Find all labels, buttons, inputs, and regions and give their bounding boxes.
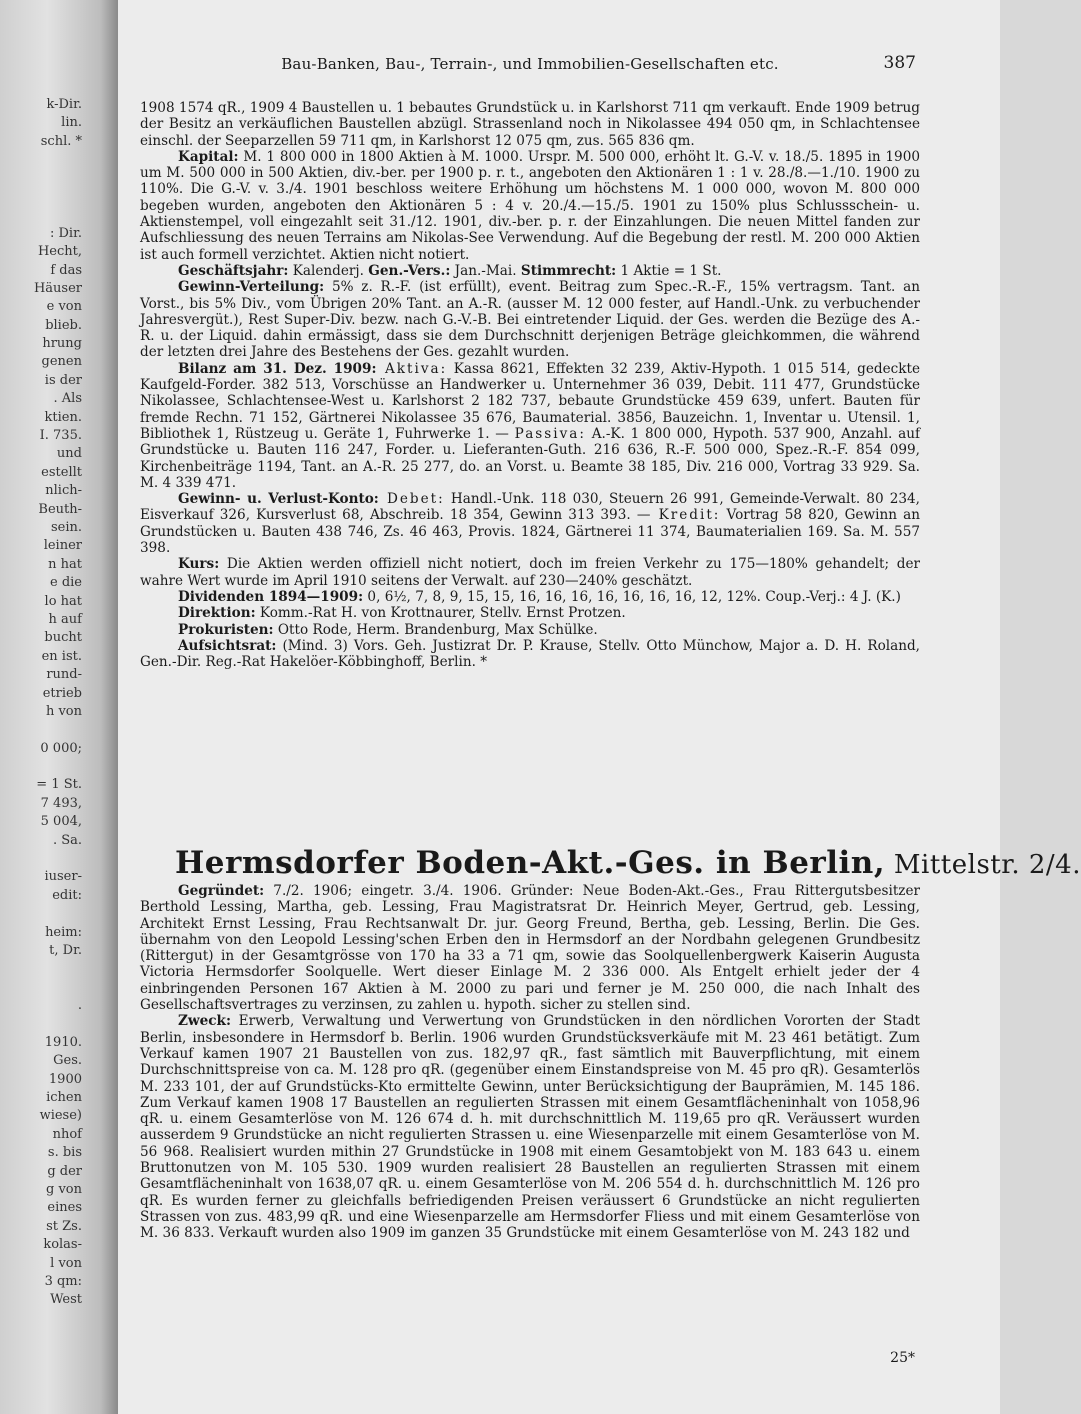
margin-fragment: kolas- — [43, 1237, 82, 1253]
supervisory-board-label: Aufsichtsrat: — [178, 637, 277, 654]
fiscal-year-paragraph — [140, 263, 920, 279]
margin-fragment: . — [77, 998, 82, 1014]
margin-fragment: nhof — [52, 1126, 82, 1142]
margin-fragment: edit: — [52, 887, 82, 903]
authorized-officers-label: Prokuristen: — [178, 621, 274, 638]
margin-fragment: is der — [44, 372, 82, 388]
margin-fragment — [0, 850, 82, 868]
profit-loss-label: Gewinn- u. Verlust-Konto: — [178, 491, 379, 508]
dividends-paragraph — [140, 589, 920, 605]
voting-right-label: Stimmrecht: — [520, 262, 617, 279]
margin-fragment: West — [50, 1292, 82, 1308]
signature-mark: 25* — [890, 1350, 915, 1366]
margin-fragment: e von — [46, 299, 82, 315]
previous-page-margin — [0, 0, 118, 1414]
margin-fragment: 1900 — [48, 1071, 82, 1087]
margin-fragment: lo hat — [44, 593, 82, 609]
margin-fragment: heim: — [45, 924, 82, 940]
dividends-label: Dividenden 1894—1909: — [178, 588, 364, 605]
margin-fragment: etrieb — [42, 685, 82, 701]
margin-fragment: sein. — [50, 519, 82, 535]
directors-text: Komm.-Rat H. von Krottnaurer, Stellv. Ernst Protzen. — [255, 605, 626, 622]
margin-fragment: n hat — [48, 556, 82, 572]
credit-text: Vortrag 58 820, Gewinn an Grundstücken u. Bauten 438 746, Zs. 46 463, Provis. 1824, Gärtnerei 11 374, Baumaterialien 169. Sa. M. 557 398. — [140, 507, 920, 557]
margin-fragment: 1910. — [44, 1034, 82, 1050]
margin-fragment: f das — [50, 262, 82, 278]
margin-fragment: . Als — [53, 391, 82, 407]
company-name: Hermsdorfer Boden-Akt.-Ges. in Berlin, — [175, 845, 886, 881]
authorized-officers-text: Otto Rode, Herm. Brandenburg, Max Schülke. — [273, 621, 598, 638]
margin-fragment — [0, 905, 82, 923]
capital-text: M. 1 800 000 in 1800 Aktien à M. 1000. Urspr. M. 500 000, erhöht lt. G.-V. v. 18./5. 1895 in 1900 um M. 500 000 in 500 Aktien, div.-ber. per 1900 p. r. t., angeboten den Aktionären 1 : 1 v. 28./8.—1./10. 1900 zu 110%. Die G.-V. v. 3./4. 1901 beschloss weitere Erhöhung um höchstens M. 1 000 000, wovon M. 800 000 begeben wurden, angeboten den Aktionären 5 : 4 v. 20./4.—15./5. 1901 zu 150% plus Schlussschein- u. Aktienstempel, voll eingezahlt seit 31./12. 1901, div.-ber. p. r. der Einzahlungen. Die neuen Mittel fanden zur Aufschliessung des neuen Terrains am Nikolas-See Verwendung. Auf die Begebung der restl. M. 200 000 Aktien ist auch formell verzichtet. Aktien nicht notiert. — [140, 148, 920, 263]
margin-fragment — [0, 758, 82, 776]
margin-fragment: lin. — [61, 115, 82, 131]
margin-fragment: : Dir. — [49, 225, 82, 241]
margin-fragment: hrung — [42, 336, 82, 352]
founded-paragraph — [140, 883, 920, 1013]
margin-fragment: k-Dir. — [46, 97, 82, 112]
margin-fragment: estellt — [41, 464, 82, 480]
margin-fragment: s. bis — [47, 1145, 82, 1161]
directors-label: Direktion: — [178, 605, 256, 622]
margin-fragment: eines — [47, 1200, 82, 1216]
margin-fragment: Beuth- — [38, 501, 82, 517]
founded-label: Gegründet: — [178, 883, 265, 899]
margin-fragment: t, Dr. — [49, 942, 82, 958]
liabilities-label: Passiva: — [514, 425, 586, 442]
margin-fragment: en ist. — [41, 648, 82, 664]
debit-text: Handl.-Unk. 118 030, Steuern 26 991, Gemeinde-Verwalt. 80 234, Eisverkauf 326, Kursverlust 68, Abschreib. 18 354, Gewinn 313 393. — — [140, 491, 921, 524]
margin-fragments — [0, 96, 82, 1310]
margin-fragment: Häuser — [33, 280, 82, 296]
purpose-label: Zweck: — [178, 1013, 231, 1030]
margin-fragment: 3 qm: — [44, 1274, 82, 1289]
margin-fragment: = 1 St. — [36, 777, 82, 793]
margin-fragment: 7 493, — [40, 795, 82, 811]
capital-label: Kapital: — [178, 148, 239, 165]
margin-fragment: st Zs. — [46, 1218, 82, 1234]
margin-fragment: 5 004, — [40, 814, 82, 830]
margin-fragment — [0, 960, 82, 978]
margin-fragment: g von — [46, 1182, 82, 1198]
purpose-text: Erwerb, Verwaltung und Verwertung von Grundstücken in den nördlichen Vororten der Stadt Berlin, insbesondere in Hermsdorf b. Berlin. 1906 wurden Grundstücksverkäufe mit M. 23 461 betätigt. Zum Verkauf kamen 1907 21 Baustellen von zus. 182,97 qR., fast sämtlich mit Bauverpflichtung, mit einem Durchschnittspreise von ca. M. 128 pro qR. (gegenüber einem Einstandspreise von M. 45 pro qR). Gesamterlös M. 233 101, der auf Grundstücks-Kto ermittelte Gewinn, unter Berücksichtigung der Bauprämien, M. 145 186. Zum Verkauf kamen 1908 17 Baustellen an regulierten Strassen mit einem Gesamtflächeninhalt von 1058,96 qR. u. einem Gesamterlöse von M. 126 674 d. h. mit durchschnittlich M. 119,65 pro qR. Veräussert wurden ausserdem 9 Grundstücke an nicht regulierten Strassen u. eine Wiesenparzelle mit einem Gesamterlöse von M. 56 968. Realisiert wurden mithin 27 Grundstücke in 1908 mit einem Gesamtobjekt von M. 183 643 u. einem Bruttonutzen von M. 105 530. 1909 wurden realisiert 28 Baustellen an regulierten Strassen mit einem Gesamtflächeninhalt von 1638,07 qR. u. einem Gesamterlöse von M. 206 554 d. h. durchschnittlich M. 126 pro qR. Es wurden ferner zu gleichfalls befriedigenden Preisen veräussert 6 Grundstücke an nicht regulierten Strassen von zus. 483,99 qR. und eine Wiesenparzelle am Hermsdorfer Fliess und mit einem Gesamterlöse von M. 36 833. Verkauft wurden also 1909 im ganzen 35 Grundstücke mit einem Gesamterlöse von M. 243 182 und — [140, 1013, 920, 1242]
dividends-text: 0, 6½, 7, 8, 9, 15, 15, 16, 16, 16, 16, 16, 16, 16, 12, 12%. Coup.-Verj.: 4 J. (K.) — [363, 588, 901, 605]
profit-distribution-text: 5% z. R.-F. (ist erfüllt), event. Beitrag zum Spec.-R.-F., 15% vertragsm. Tant. an Vorst., bis 5% Div., vom Übrigen 20% Tant. an A.-R. (ausser M. 12 000 fester, auf Handl.-Unk. zu verbuchender Jahresvergüt.), Rest Super-Div. bezw. nach G.-V.-B. Bei eintretender Liquid. der Ges. werden die Bezüge des A.-R. u. der Liquid. dahin ermässigt, dass sie dem Durchschnitt derjenigen Beträge gleichkommen, die während der letzten drei Jahre des Bestehens der Ges. gezahlt wurden. — [140, 279, 920, 361]
margin-fragment: Hecht, — [37, 244, 82, 260]
margin-fragment: schl. * — [40, 133, 82, 149]
profit-distribution-paragraph — [140, 279, 920, 360]
margin-fragment: rund- — [46, 667, 82, 683]
margin-fragment: g der — [47, 1163, 82, 1179]
previous-company-entry — [140, 100, 920, 670]
margin-fragment — [0, 979, 82, 997]
supervisory-board-paragraph — [140, 638, 920, 671]
voting-right-text: 1 Aktie = 1 St. — [616, 262, 722, 279]
margin-fragment: . Sa. — [52, 832, 82, 848]
margin-fragment: I. 735. — [39, 428, 82, 444]
general-meeting-label: Gen.-Vers.: — [368, 262, 451, 279]
margin-fragment: e die — [50, 575, 82, 591]
company-heading — [175, 845, 1081, 881]
balance-sheet-label: Bilanz am 31. Dez. 1909: — [178, 360, 377, 377]
margin-fragment: wiese) — [39, 1108, 82, 1124]
hermsdorfer-entry — [140, 883, 920, 1242]
page-number: 387 — [883, 53, 916, 73]
fiscal-year-label: Geschäftsjahr: — [178, 262, 289, 279]
margin-fragment: blieb. — [45, 317, 82, 333]
margin-fragment: bucht — [44, 630, 82, 646]
margin-fragment — [0, 721, 82, 739]
property-sales-paragraph: 1908 1574 qR., 1909 4 Baustellen u. 1 bebautes Grundstück u. in Karlshorst 711 qm verkauft. Ende 1909 betrug der Besitz an verkäuflichen Baustellen abzügl. Strassenland noch in Nikolassee 494 050 qm, in Schlachtensee einschl. der Seeparzellen 59 711 qm, in Karlshorst 12 075 qm, zus. 565 836 qm. — [140, 100, 920, 149]
company-address: Mittelstr. 2/4. — [885, 850, 1081, 880]
margin-fragment — [0, 206, 82, 224]
directors-paragraph — [140, 605, 920, 621]
liabilities-text: A.-K. 1 800 000, Hypoth. 537 900, Anzahl. auf Grundstücke u. Bauten 116 247, Forder. u. Lieferanten-Guth. 216 636, R.-F. 500 000, Spez.-R.-F. 854 099, Kirchenbeiträge 1194, Tant. an A.-R. 25 277, do. an Vorst. u. Beamte 38 185, Div. 216 000, Vortrag 33 929. Sa. M. 4 339 471. — [140, 425, 920, 491]
purpose-paragraph — [140, 1013, 920, 1241]
fiscal-year-text: Kalenderj. — [288, 262, 369, 279]
margin-fragment: h von — [45, 703, 82, 719]
margin-fragment — [0, 151, 82, 169]
balance-sheet-paragraph — [140, 361, 920, 491]
authorized-officers-paragraph — [140, 622, 920, 638]
capital-paragraph — [140, 149, 920, 263]
assets-text: Kassa 8621, Effekten 32 239, Aktiv-Hypoth. 1 015 514, gedeckte Kaufgeld-Forder. 382 513, Vorschüsse an Handwerker u. Unternehmer 36 039, Debit. 111 477, Grundstücke Nikolassee, Schlachtensee-West u. Karlshorst 2 182 737, bebaute Grundstücke 459 639, unfert. Bauten für fremde Rechn. 71 152, Gärtnerei Nikolassee 35 676, Baumaterial. 3856, Bauzeichn. 1, Inventar u. Utensil. 1, Bibliothek 1, Rüstzeug u. Geräte 1, Fuhrwerke 1. — — [140, 360, 920, 442]
price-label: Kurs: — [178, 556, 220, 573]
margin-fragment: leiner — [43, 538, 82, 554]
price-paragraph — [140, 556, 920, 589]
margin-fragment: l von — [50, 1255, 82, 1271]
margin-fragment — [0, 1016, 82, 1034]
margin-fragment: 0 000; — [40, 740, 82, 756]
assets-label: Aktiva: — [376, 360, 448, 377]
price-text: Die Aktien werden offiziell nicht notiert, doch im freien Verkehr zu 175—180% gehandelt; der wahre Wert wurde im April 1910 seitens der Verwalt. auf 230—240% geschätzt. — [140, 556, 920, 589]
running-header — [140, 55, 920, 79]
margin-fragment: h auf — [48, 611, 82, 627]
margin-fragment: Ges. — [53, 1053, 82, 1069]
header-title: Bau-Banken, Bau-, Terrain-, und Immobilien-Gesellschaften etc. — [281, 55, 779, 73]
debit-label: Debet: — [378, 491, 445, 508]
margin-fragment: ktien. — [44, 409, 82, 425]
general-meeting-text: Jan.-Mai. — [450, 262, 521, 279]
margin-fragment: und — [56, 446, 82, 462]
margin-fragment: genen — [41, 354, 82, 370]
margin-fragment: iuser- — [44, 869, 82, 885]
margin-fragment — [0, 188, 82, 206]
margin-fragment: nlich- — [45, 483, 82, 499]
margin-fragment — [0, 170, 82, 188]
credit-label: Kredit: — [650, 507, 721, 524]
profit-loss-paragraph — [140, 491, 920, 556]
supervisory-board-text: (Mind. 3) Vors. Geh. Justizrat Dr. P. Krause, Stellv. Otto Münchow, Major a. D. H. Roland, Gen.-Dir. Reg.-Rat Hakelöer-Köbbinghoff, Berlin. * — [140, 637, 920, 671]
profit-distribution-label: Gewinn-Verteilung: — [178, 279, 325, 296]
founded-text: 7./2. 1906; eingetr. 3./4. 1906. Gründer: Neue Boden-Akt.-Ges., Frau Rittergutsbesitzer Berthold Lessing, Martha, geb. Lessing, Frau Magistratsrat Dr. Heinrich Meyer, Gertrud, geb. Lessing, Architekt Ernst Lessing, Frau Rechtsanwalt Dr. jur. Georg Freund, Bertha, geb. Lessing, Berlin. Die Ges. übernahm von den Leopold Lessing'schen Erben den in Hermsdorf an der Nordbahn gelegenen Grundbesitz (Rittergut) in der Gesamtgrösse von 170 ha 33 a 71 qm, sowie das Soolquellenbergwerk Kaiserin Augusta Victoria Hermsdorfer Soolquelle. Wert dieser Einlage M. 2 336 000. Als Entgelt erhielt jeder der 4 einbringenden Personen 167 Aktien à M. 2000 zu pari und ferner je M. 250 000, die nach Inhalt des Gesellschaftsvertrages zu verzinsen, zu zahlen u. hypoth. sicher zu stellen sind. — [140, 883, 920, 1014]
margin-fragment: ichen — [46, 1090, 82, 1106]
